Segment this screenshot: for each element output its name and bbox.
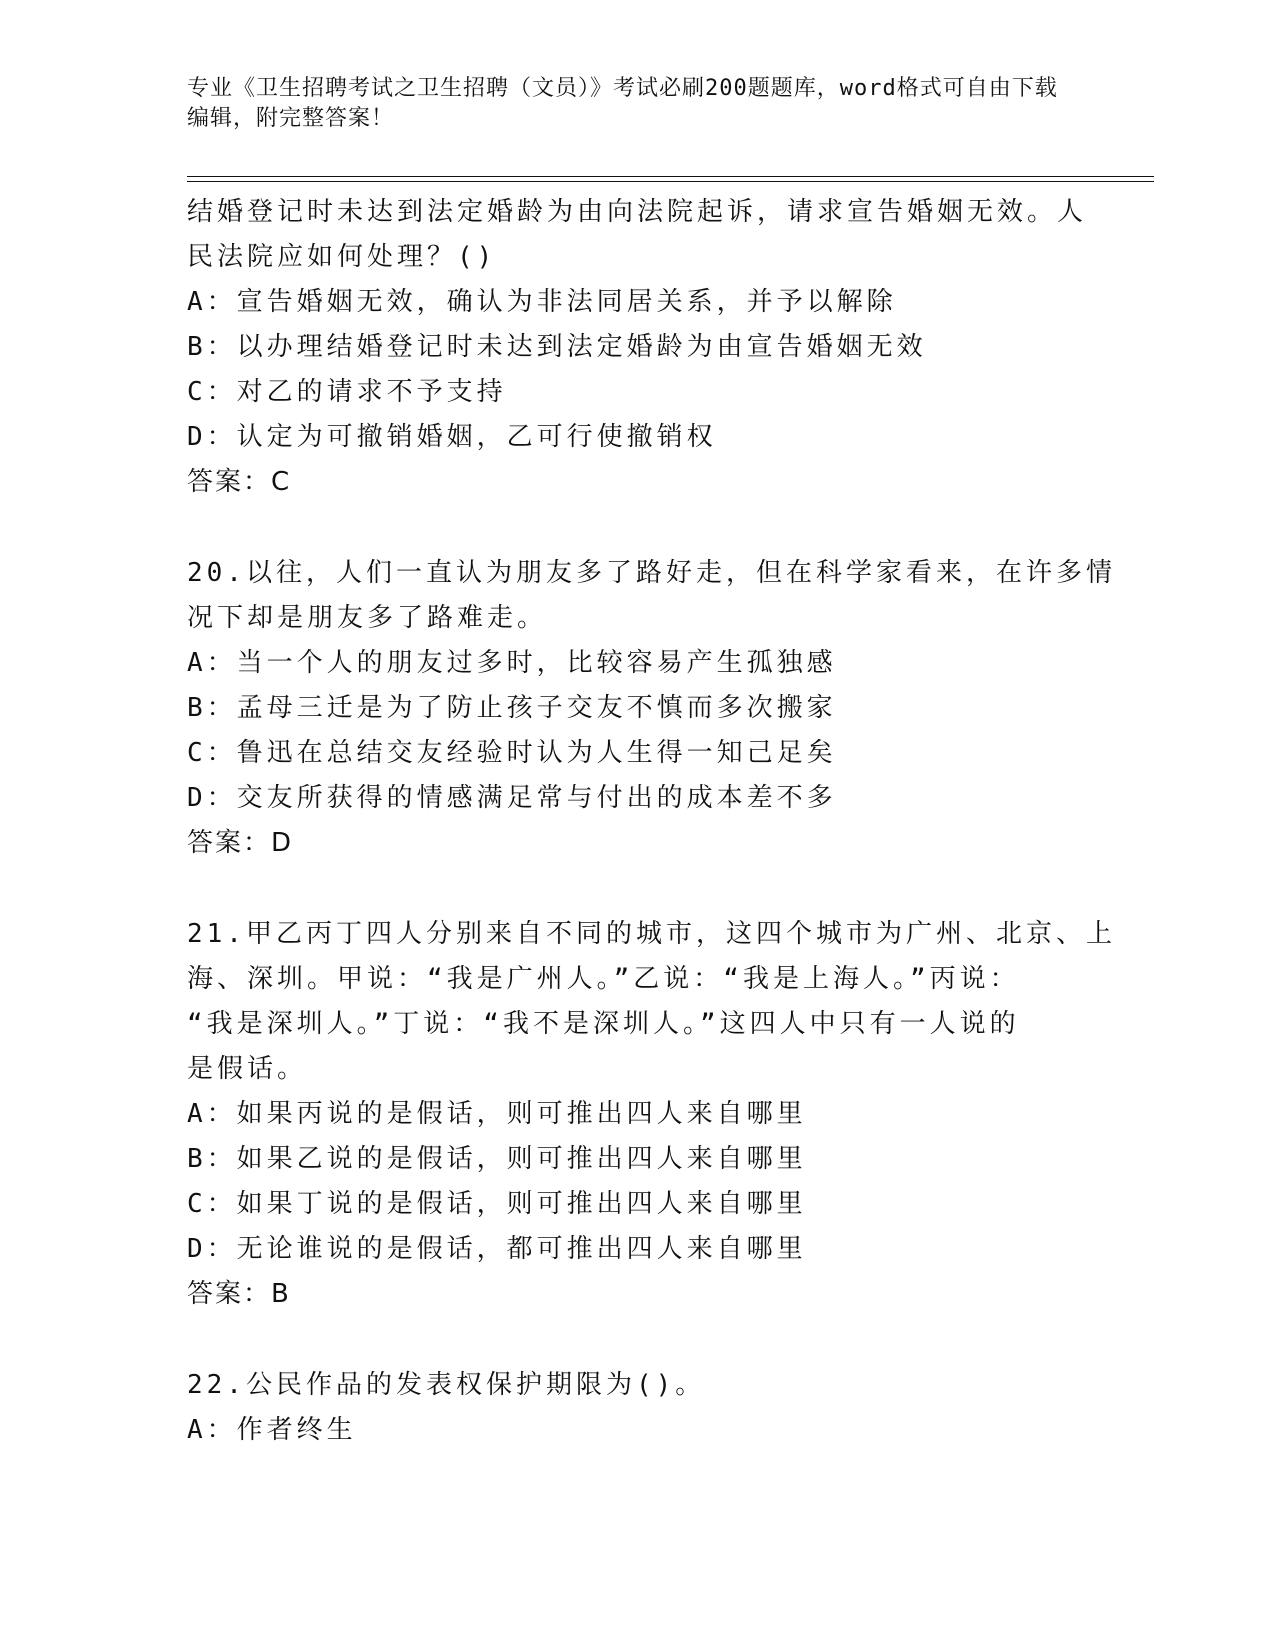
option-c: C：鲁迅在总结交友经验时认为人生得一知己足矣	[187, 738, 837, 768]
option-d: D：无论谁说的是假话，都可推出四人来自哪里	[187, 1234, 807, 1264]
question-content	[187, 190, 1116, 1453]
document-header: 专业《卫生招聘考试之卫生招聘（文员）》考试必刷200题题库，word格式可自由下载编辑，附完整答案！	[187, 76, 1058, 131]
question-stem-line: 22.公民作品的发表权保护期限为()。	[187, 1370, 706, 1400]
question-spacer	[187, 505, 1087, 551]
option-a: A：当一个人的朋友过多时，比较容易产生孤独感	[187, 648, 837, 678]
answer-line: 答案：B	[187, 1279, 291, 1309]
option-c: C：如果丁说的是假话，则可推出四人来自哪里	[187, 1189, 807, 1219]
option-a: A：如果丙说的是假话，则可推出四人来自哪里	[187, 1099, 807, 1129]
option-b: B：以办理结婚登记时未达到法定婚龄为由宣告婚姻无效	[187, 332, 927, 362]
option-d: D：认定为可撤销婚姻，乙可行使撤销权	[187, 422, 717, 452]
option-a: A：作者终生	[187, 1415, 357, 1445]
answer-line: 答案：C	[187, 467, 292, 497]
question-spacer	[187, 866, 1087, 912]
question-stem-line: 海、深圳。甲说：“我是广州人。”乙说：“我是上海人。”丙说：	[187, 964, 1020, 994]
question-stem-line: “我是深圳人。”丁说：“我不是深圳人。”这四人中只有一人说的	[187, 1009, 1020, 1039]
question-20	[187, 551, 1116, 866]
option-d: D：交友所获得的情感满足常与付出的成本差不多	[187, 783, 837, 813]
option-a: A：宣告婚姻无效，确认为非法同居关系，并予以解除	[187, 287, 897, 317]
question-stem-line: 结婚登记时未达到法定婚龄为由向法院起诉，请求宣告婚姻无效。人	[187, 197, 1088, 227]
option-b: B：孟母三迁是为了防止孩子交友不慎而多次搬家	[187, 693, 837, 723]
option-b: B：如果乙说的是假话，则可推出四人来自哪里	[187, 1144, 807, 1174]
question-22	[187, 1363, 1087, 1453]
question-stem-line: 20.以往，人们一直认为朋友多了路好走，但在科学家看来，在许多情	[187, 558, 1116, 588]
question-21	[187, 912, 1116, 1317]
option-c: C：对乙的请求不予支持	[187, 377, 507, 407]
question-stem-line: 是假话。	[187, 1054, 308, 1084]
question-19	[187, 190, 1087, 505]
question-stem-line: 21.甲乙丙丁四人分别来自不同的城市，这四个城市为广州、北京、上	[187, 919, 1116, 949]
question-stem-line: 民法院应如何处理？()	[187, 242, 497, 272]
question-stem-line: 况下却是朋友多了路难走。	[187, 603, 548, 633]
header-rule-bottom	[187, 181, 1154, 182]
header-rule-top	[187, 176, 1154, 177]
answer-line: 答案：D	[187, 828, 294, 858]
question-spacer	[187, 1317, 1087, 1363]
